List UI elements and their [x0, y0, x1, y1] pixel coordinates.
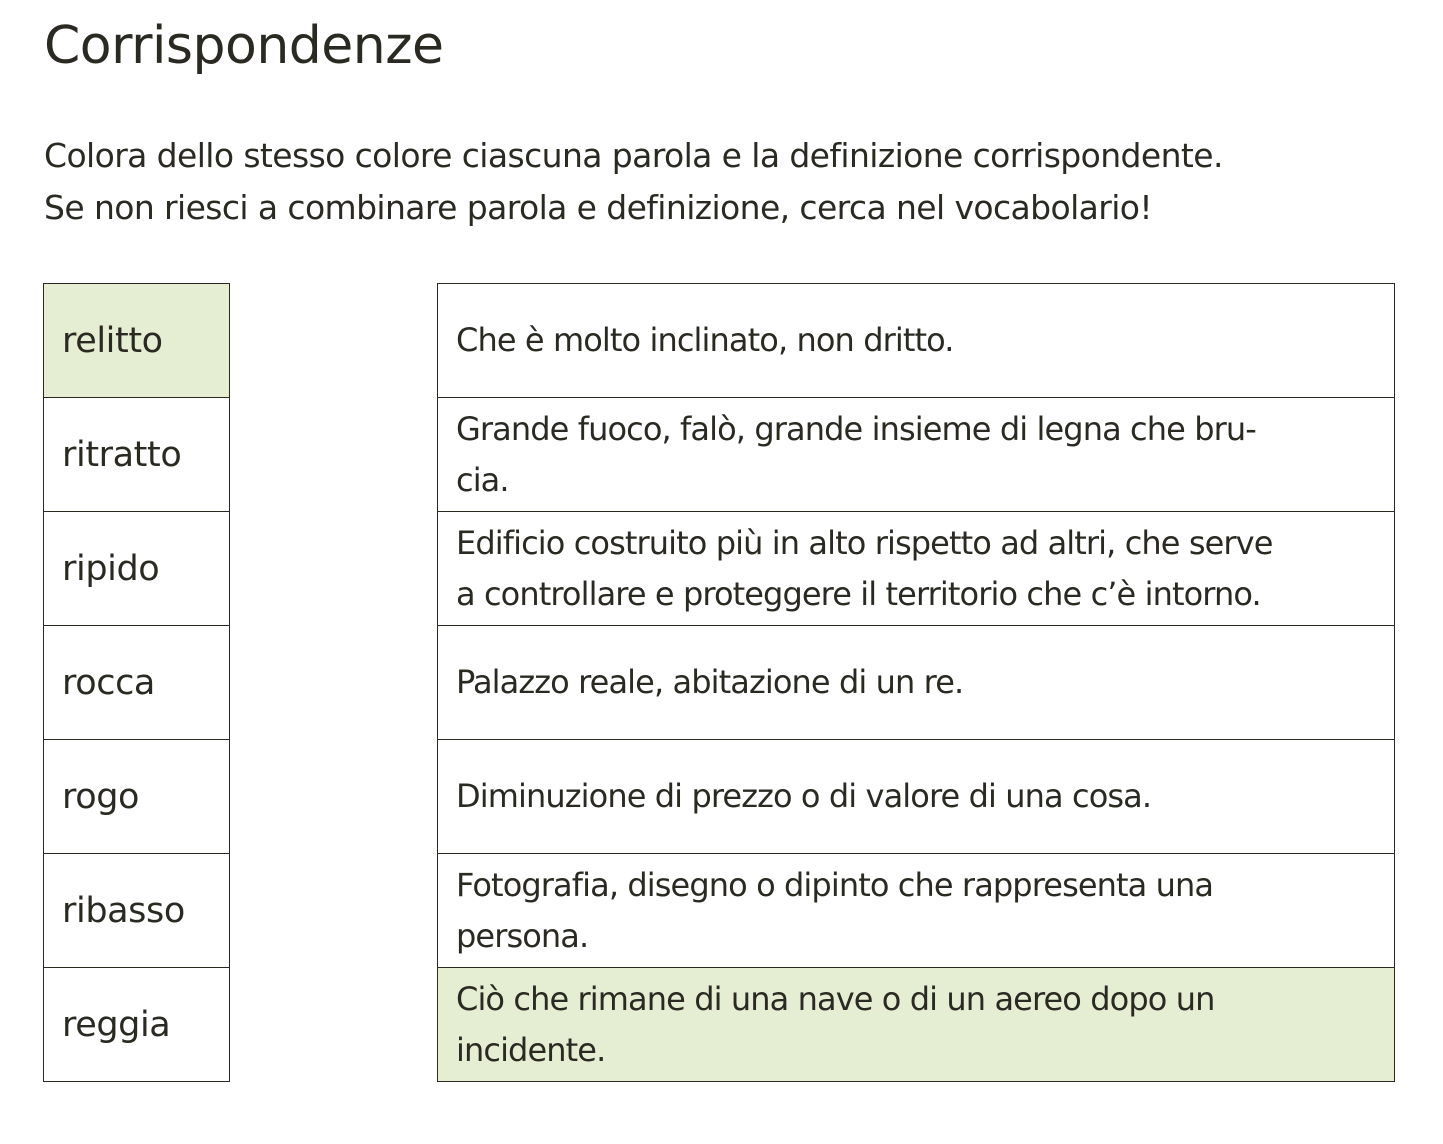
definition-cell[interactable] — [438, 284, 1395, 398]
definition-text: Che è molto inclinato, non dritto. — [456, 321, 954, 359]
definition-text: Palazzo reale, abitazione di un re. — [456, 663, 964, 701]
definition-text: Ciò che rimane di una nave o di un aereo dopo un — [456, 979, 1215, 1018]
definition-text: Edificio costruito più in alto rispetto ad altri, che serve — [456, 523, 1273, 562]
definition-text: a controllare e proteggere il territorio che c’è intorno. — [456, 574, 1261, 613]
word-cell[interactable]: relitto — [44, 284, 230, 398]
definition-cell[interactable] — [438, 626, 1395, 740]
definition-cell[interactable] — [438, 398, 1395, 512]
word-cell[interactable]: reggia — [44, 968, 230, 1082]
page-title: Corrispondenze — [44, 16, 444, 76]
definition-text: persona. — [456, 916, 589, 955]
definition-table — [437, 283, 1395, 1082]
instructions-line-1: Colora dello stesso colore ciascuna parola e la definizione corrispondente. — [44, 136, 1223, 175]
instructions — [44, 130, 1223, 234]
word-cell[interactable]: ritratto — [44, 398, 230, 512]
definition-text: Diminuzione di prezzo o di valore di una cosa. — [456, 777, 1152, 815]
word-table — [43, 283, 230, 1082]
definition-cell[interactable] — [438, 740, 1395, 854]
word-cell[interactable]: rocca — [44, 626, 230, 740]
definition-text: Grande fuoco, falò, grande insieme di legna che bru- — [456, 409, 1256, 448]
definition-cell[interactable] — [438, 968, 1395, 1082]
word-cell[interactable]: ribasso — [44, 854, 230, 968]
definition-cell[interactable] — [438, 854, 1395, 968]
word-cell[interactable]: rogo — [44, 740, 230, 854]
definition-text: incidente. — [456, 1030, 606, 1069]
word-cell[interactable]: ripido — [44, 512, 230, 626]
definition-cell[interactable] — [438, 512, 1395, 626]
definition-text: Fotografia, disegno o dipinto che rappresenta una — [456, 865, 1214, 904]
definition-text: cia. — [456, 460, 509, 499]
instructions-line-2: Se non riesci a combinare parola e definizione, cerca nel vocabolario! — [44, 188, 1153, 227]
